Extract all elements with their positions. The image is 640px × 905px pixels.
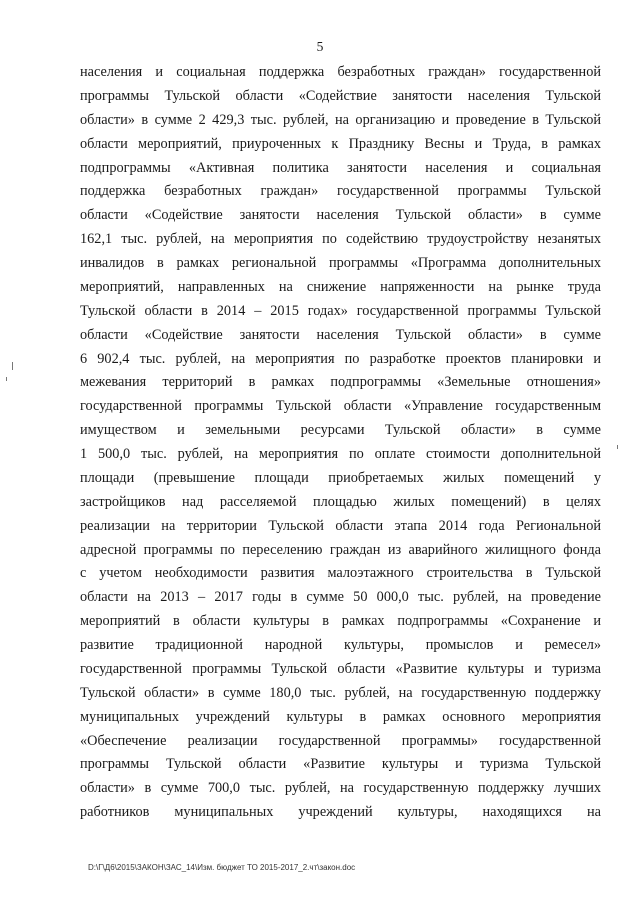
text-line: 6 902,4 тыс. рублей, на мероприятия по разработке проектов планировки и [80, 350, 601, 367]
text-line: «Обеспечение реализации государственной программы» государственной [80, 732, 601, 749]
text-line: области мероприятий, приуроченных к Празднику Весны и Труда, в рамках [80, 135, 601, 152]
text-line: с учетом необходимости развития малоэтажного строительства в Тульской [80, 565, 601, 582]
text-line: населения и социальная поддержка безработных граждан» государственной [80, 64, 601, 80]
body-text [80, 61, 601, 825]
text-line: мероприятий, направленных на снижение напряженности на рынке труда [80, 278, 601, 295]
text-line: муниципальных учреждений культуры в рамках основного мероприятия [80, 708, 601, 725]
scan-mark [617, 445, 618, 449]
text-line: адресной программы по переселению граждан из аварийного жилищного фонда [80, 541, 601, 558]
text-line: застройщиков над расселяемой площадью жилых помещений) в целях [80, 493, 601, 510]
text-line: 1 500,0 тыс. рублей, на мероприятия по оплате стоимости дополнительной [80, 446, 601, 462]
text-line: области «Содействие занятости населения Тульской области» в сумме [80, 326, 601, 343]
text-line: области на 2013 – 2017 годы в сумме 50 000,0 тыс. рублей, на проведение [80, 589, 601, 606]
text-line: области» в сумме 2 429,3 тыс. рублей, на организацию и проведение в Тульской [80, 111, 601, 128]
text-line: инвалидов в рамках региональной программы «Программа дополнительных [80, 255, 601, 271]
text-line: государственной программы Тульской области «Управление государственным [80, 398, 601, 415]
text-line: Тульской области в 2014 – 2015 годах» государственной программы Тульской [80, 302, 601, 319]
text-line: государственной программы Тульской области «Развитие культуры и туризма [80, 660, 601, 677]
text-line: площади (превышение площади приобретаемых жилых помещений у [80, 469, 601, 486]
text-line: поддержка безработных граждан» государственной программы Тульской [80, 183, 601, 200]
text-line: программы Тульской области «Содействие занятости населения Тульской [80, 87, 601, 104]
page-number: 5 [316, 39, 324, 54]
scan-mark [6, 377, 7, 381]
text-line: подпрограммы «Активная политика занятости населения и социальная [80, 159, 601, 176]
text-line: развитие традиционной народной культуры, промыслов и ремесел» [80, 637, 601, 653]
scan-mark [12, 362, 13, 370]
text-line: мероприятий в области культуры в рамках подпрограммы «Сохранение и [80, 613, 601, 630]
text-line: работников муниципальных учреждений культуры, находящихся на [80, 804, 601, 821]
footer-file-path: D:\Г\Д6\2015\ЗАКОН\ЗАС_14\Изм. бюджет ТО 2015-2017_2.чт\закон.doc [88, 863, 356, 872]
text-line: области» в сумме 700,0 тыс. рублей, на государственную поддержку лучших [80, 780, 601, 797]
text-line: области «Содействие занятости населения Тульской области» в сумме [80, 207, 601, 224]
text-line: Тульской области» в сумме 180,0 тыс. рублей, на государственную поддержку [80, 684, 601, 701]
text-line: имуществом и земельными ресурсами Тульской области» в сумме [80, 422, 601, 439]
text-line: 162,1 тыс. рублей, на мероприятия по содействию трудоустройству незанятых [80, 231, 601, 248]
text-line: реализации на территории Тульской области этапа 2014 года Региональной [80, 517, 601, 534]
text-line: программы Тульской области «Развитие культуры и туризма Тульской [80, 756, 601, 773]
text-line: межевания территорий в рамках подпрограммы «Земельные отношения» [80, 374, 601, 391]
